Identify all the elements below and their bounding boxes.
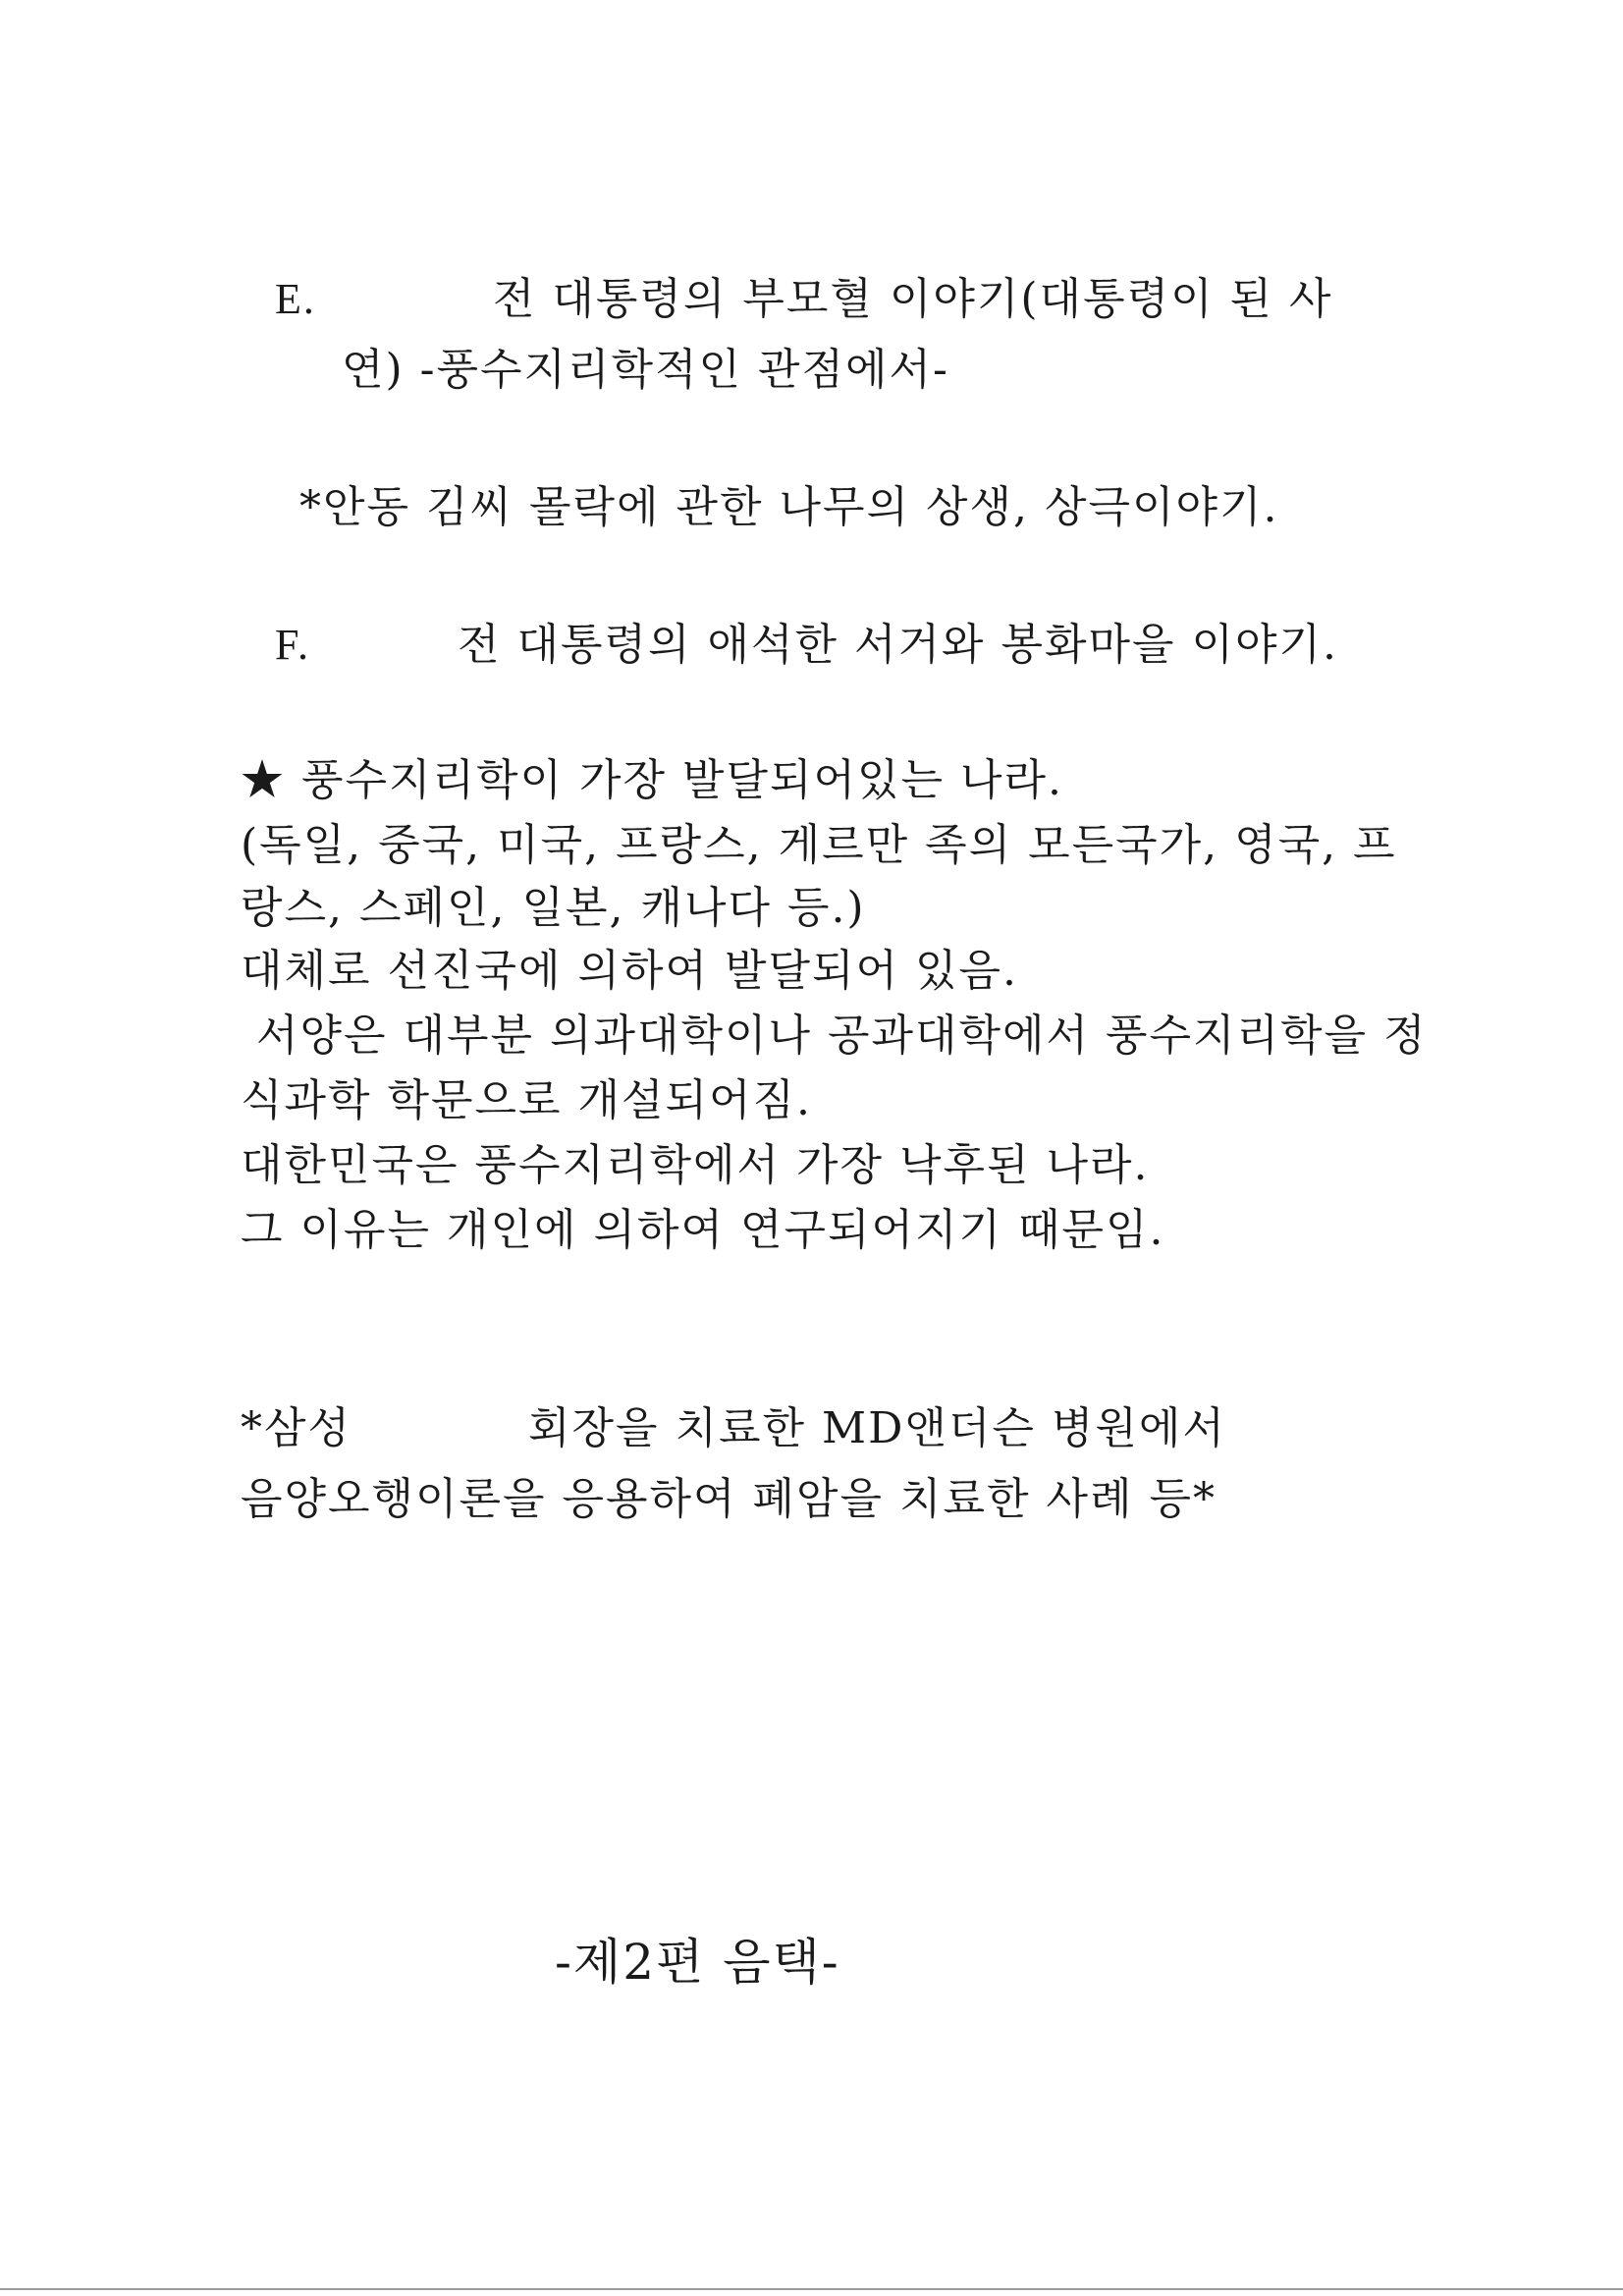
feng-shui-line-8: 그 이유는 개인에 의하여 연구되어지기 때문임. (241, 1205, 1165, 1255)
feng-shui-line-3: 랑스, 스페인, 일본, 캐나다 등.) (241, 883, 866, 933)
section-f-heading (275, 619, 1338, 672)
feng-shui-line-2: (독일, 중국, 미국, 프랑스, 게르만 족의 모든국가, 영국, 프 (241, 820, 1397, 870)
feng-shui-line-6: 식과학 학문으로 개설되어짐. (241, 1075, 813, 1125)
section-e-line2: 연) -풍수지리학적인 관점에서- (342, 345, 949, 395)
section-f-line1: 전 대통령의 애석한 서거와 봉화마을 이야기. (457, 620, 1338, 670)
section-e-heading (275, 273, 1333, 326)
part-title: -제2편 음택- (555, 1934, 840, 1991)
feng-shui-line-5: 서양은 대부분 의과대학이나 공과대학에서 풍수지리학을 정 (241, 1011, 1428, 1061)
andong-note: *안동 김씨 몰락에 관한 나무의 상생, 상극이야기. (299, 482, 1279, 532)
feng-shui-line-7: 대한민국은 풍수지리학에서 가장 낙후된 나라. (241, 1140, 1150, 1190)
section-f-label: F. (275, 621, 310, 669)
feng-shui-line-4: 대체로 선진국에 의하여 발달되어 있음. (241, 946, 1018, 996)
samsung-note-line2: 음양오행이론을 응용하여 폐암을 치료한 사례 등* (241, 1474, 1217, 1524)
section-e-label: E. (275, 275, 316, 323)
scan-edge-line (0, 2288, 1623, 2290)
feng-shui-line-1: ★ 풍수지리학이 가장 발달되어있는 나라. (241, 755, 1063, 805)
samsung-note-line1 (241, 1402, 1226, 1455)
section-e-line1: 전 대통령의 부모혈 이야기(대통령이 된 사 (492, 274, 1333, 324)
samsung-note-text: 회장을 치료한 MD앤더슨 병원에서 (528, 1403, 1226, 1453)
samsung-note-prefix: *삼성 (241, 1403, 352, 1453)
